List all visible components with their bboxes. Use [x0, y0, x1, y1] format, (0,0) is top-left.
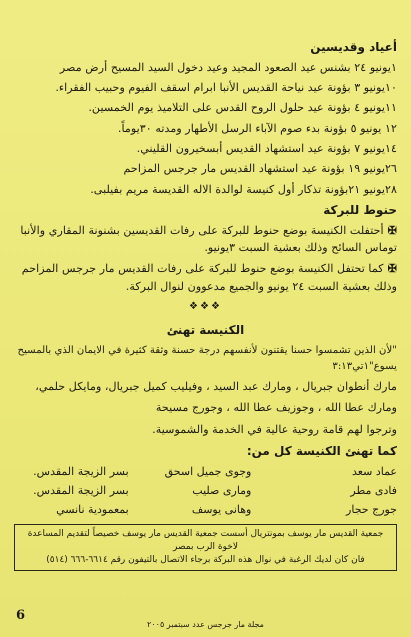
blessing-text-2: كما تحتفل الكنيسة بوضع حنوط للبركة على رفات القديس مار جرجس المزاحم وذلك بعشية السبت ٢٤ يونيو والجميع مدعوون لنوال البركة.	[21, 262, 397, 293]
member-occasion: بمعمودية نانسي	[56, 502, 129, 516]
feast-item: ١٠يونيو ٣ بؤونة عيد نياحة القديس الأنبا ابرام اسقف الفيوم وحبيب الفقراء.	[55, 80, 397, 94]
congrats2-heading: كما تهنئ الكنيسة كل من:	[246, 443, 397, 458]
blessing-paragraph-1	[14, 222, 397, 257]
member-name: فادى مطر	[350, 483, 397, 497]
member-spouse: ومارى صليب	[192, 483, 252, 497]
ornament: ❖❖❖	[189, 301, 222, 313]
magazine-footer: مجلة مار جرجس عدد سبتمبر ٢٠٠٥	[147, 620, 264, 629]
content	[14, 36, 397, 571]
congrats-names-1: مارك أنطوان جبريال ، ومارك عبد السيد ، وفيليب كميل جبريال، ومايكل حلمي،	[35, 379, 397, 393]
bible-quote: "لأن الذين تشمسوا حسنا يقتنون لأنفسهم درجة حسنة وثقة كثيرة في الايمان الذي بالمسيح يسوع"١تي٣:١٣	[17, 345, 397, 372]
feast-item: ١يونيو ٢٤ بشنس عيد الصعود المجيد وعيد دخول السيد المسيح أرض مصر	[59, 60, 397, 74]
notice-line-1: جمعية القديس مار يوسف بمونتريال أسست جمعية القديس مار يوسف خصيصاً لتقديم المساعدة لاخوة الرب بمصر	[27, 528, 384, 552]
member-occasion: بسر الزيجة المقدس.	[33, 464, 129, 478]
member-spouse: وهانى يوسف	[191, 502, 252, 516]
blessing-heading: حنوط للبركة	[323, 203, 397, 218]
member-name: عماد سعد	[352, 464, 397, 478]
feast-item: ١٢ يونيو ٥ بؤونة بدء صوم الآباء الرسل الأطهار ومدته ٣٠يوماً.	[117, 121, 397, 135]
congrats-wish: وترجوا لهم قامة روحية عالية في الخدمة والشموسية.	[152, 422, 397, 436]
page-number: 6	[16, 608, 26, 623]
feast-item: ١٤يونيو ٧ بؤونة عيد استشهاد القديس أبسخيرون القليني.	[136, 142, 397, 156]
feast-item: ٢٨يونيو ٢١بؤونة تذكار أول كنيسة لوالدة الاله القديسة مريم بفيلبى.	[90, 182, 397, 196]
cross-icon: ✠	[387, 261, 397, 276]
member-name: جورج حجار	[346, 502, 397, 516]
feast-item: ١١يونيو ٤ بؤونة عيد حلول الروح القدس على التلاميذ يوم الخمسين.	[88, 101, 397, 115]
feasts-heading: أعياد وقديسين	[310, 40, 397, 54]
blessing-paragraph-2	[14, 260, 397, 295]
charity-notice	[14, 524, 397, 571]
member-occasion: بسر الزيجة المقدس.	[33, 483, 129, 497]
blessing-text-1: أحتفلت الكنيسة بوضع حنوط للبركة على رفات القديسين بشنونة المقاري والأنبا توماس السائح وذلك بعشية السبت ٣يونيو.	[20, 223, 397, 255]
cross-icon: ✠	[387, 222, 397, 237]
feast-item: ٢٦يونيو ١٩ بؤونة عيد استشهاد القديس مار جرجس المزاحم	[123, 162, 397, 176]
notice-line-2: فان كان لديك الرغبة في نوال هذه البركة برجاء الاتصال بالتيفون رقم ٦٦١٤-٦٦٦ (٥١٤)	[46, 554, 365, 565]
member-spouse: وجوى جميل اسحق	[164, 464, 252, 478]
congrats-heading: الكنيسة تهنئ	[166, 322, 245, 337]
members-table	[14, 463, 397, 518]
congrats-names-2: ومارك عطا الله ، وجوزيف عطا الله ، وجورج مسيحة	[155, 401, 397, 415]
